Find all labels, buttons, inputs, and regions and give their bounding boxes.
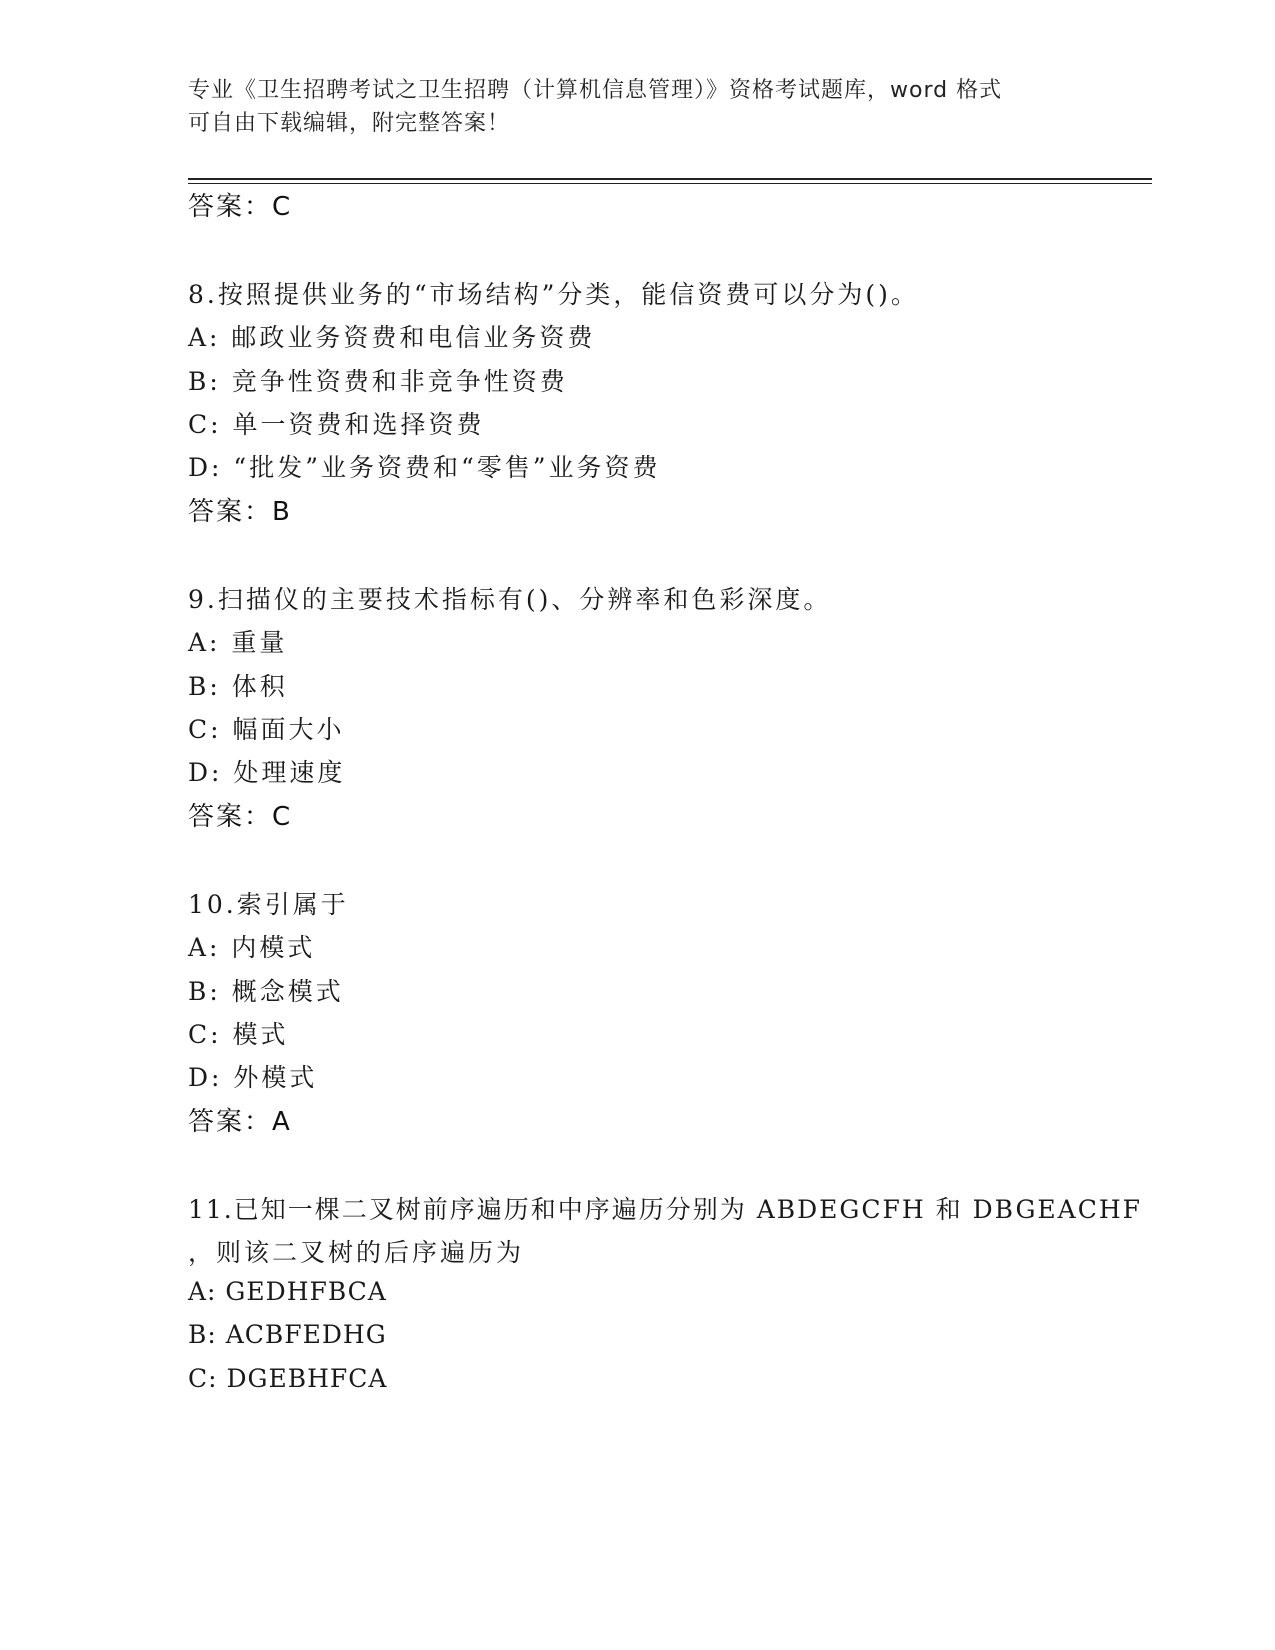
question-10-option-b: B: 概念模式	[188, 977, 344, 1006]
answer-prev: 答案：C	[188, 192, 293, 222]
header-rule-thin	[188, 183, 1152, 184]
question-9-option-c: C: 幅面大小	[188, 715, 345, 744]
question-11-option-b: B: ACBFEDHG	[188, 1320, 387, 1349]
question-9-option-d: D: 处理速度	[188, 758, 346, 787]
header-line-2: 可自由下载编辑，附完整答案！	[188, 111, 511, 136]
document-header	[188, 74, 1088, 140]
question-10-option-d: D: 外模式	[188, 1063, 318, 1092]
question-9-option-b: B: 体积	[188, 672, 288, 701]
question-8-option-d: D: “批发”业务资费和“零售”业务资费	[188, 453, 661, 482]
header-rule-thick	[188, 178, 1152, 180]
question-10-stem: 10.索引属于	[188, 890, 349, 919]
question-8-answer: 答案：B	[188, 497, 292, 527]
question-10-option-a: A: 内模式	[188, 933, 316, 962]
question-8-option-b: B: 竞争性资费和非竞争性资费	[188, 367, 568, 396]
question-9-answer: 答案：C	[188, 802, 293, 832]
header-line-1: 专业《卫生招聘考试之卫生招聘（计算机信息管理）》资格考试题库，word 格式	[188, 78, 1003, 103]
question-8-stem: 8.按照提供业务的“市场结构”分类，能信资费可以分为()。	[188, 280, 919, 309]
question-8-option-a: A: 邮政业务资费和电信业务资费	[188, 323, 596, 352]
question-11-stem-continued: ，则该二叉树的后序遍历为	[188, 1238, 525, 1267]
question-11-option-c: C: DGEBHFCA	[188, 1364, 388, 1393]
question-9-option-a: A: 重量	[188, 628, 288, 657]
question-11-option-a: A: GEDHFBCA	[188, 1277, 387, 1306]
question-11-stem: 11.已知一棵二叉树前序遍历和中序遍历分别为 ABDEGCFH 和 DBGEACHF	[188, 1195, 1142, 1224]
question-10-answer: 答案：A	[188, 1107, 292, 1137]
question-8-option-c: C: 单一资费和选择资费	[188, 410, 485, 439]
question-9-stem: 9.扫描仪的主要技术指标有()、分辨率和色彩深度。	[188, 585, 832, 614]
question-10-option-c: C: 模式	[188, 1020, 289, 1049]
